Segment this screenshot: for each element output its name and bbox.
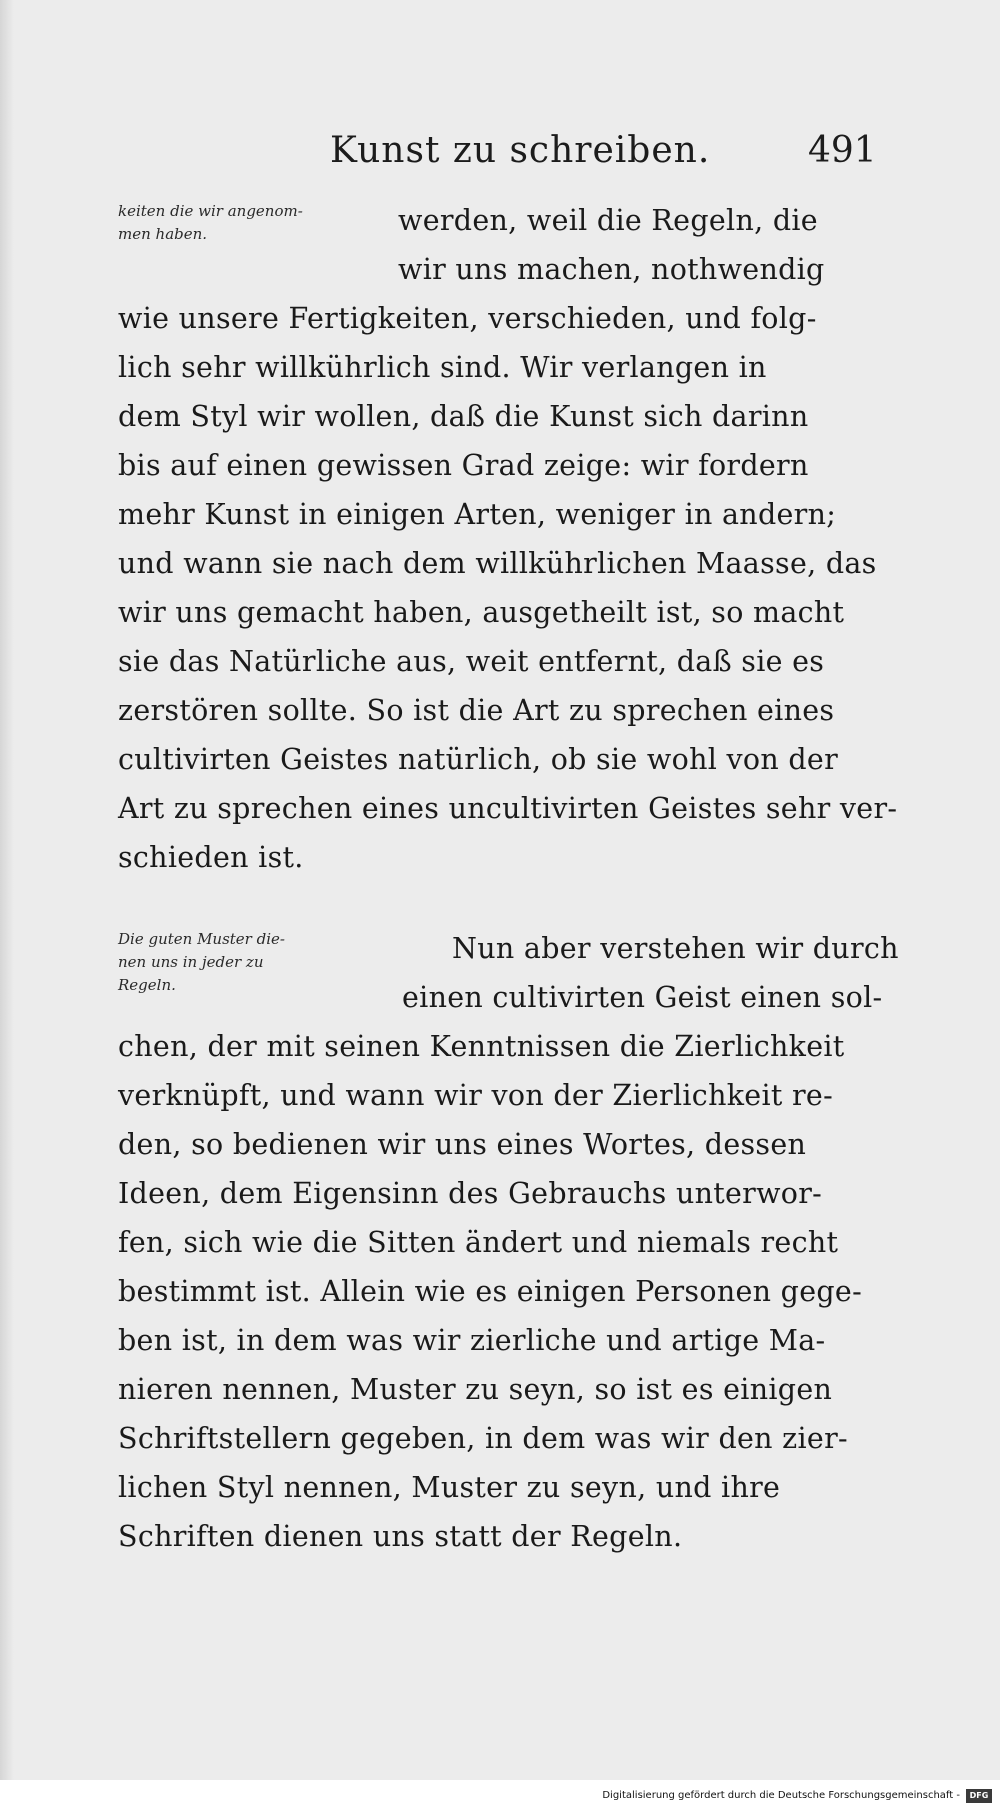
text-line: Nun aber verstehen wir durch: [452, 932, 899, 965]
text-line: schieden ist.: [118, 841, 304, 874]
page-number: 491: [808, 130, 877, 171]
text-line: Schriften dienen uns statt der Regeln.: [118, 1520, 683, 1553]
marginal-note: [118, 200, 378, 246]
text-line: zerstören sollte. So ist die Art zu sprechen eines: [118, 694, 835, 727]
text-line: lich sehr willkührlich sind. Wir verlangen in: [118, 351, 767, 384]
text-line: bestimmt ist. Allein wie es einigen Personen gege-: [118, 1275, 863, 1308]
text-line: einen cultivirten Geist einen sol-: [402, 981, 883, 1014]
text-line: und wann sie nach dem willkührlichen Maasse, das: [118, 547, 877, 580]
marginal-note-line: Regeln.: [118, 976, 176, 994]
dfg-logo: DFG: [966, 1789, 992, 1803]
text-line: mehr Kunst in einigen Arten, weniger in andern;: [118, 498, 837, 531]
text-line: bis auf einen gewissen Grad zeige: wir fordern: [118, 449, 809, 482]
text-line: verknüpft, und wann wir von der Zierlichkeit re-: [118, 1079, 834, 1112]
page-edge-shadow: [0, 0, 14, 1780]
text-line: sie das Natürliche aus, weit entfernt, daß sie es: [118, 645, 825, 678]
text-line: dem Styl wir wollen, daß die Kunst sich darinn: [118, 400, 809, 433]
text-line: cultivirten Geistes natürlich, ob sie wohl von der: [118, 743, 839, 776]
marginal-note-line: Die guten Muster die-: [118, 930, 285, 948]
funding-credit: Digitalisierung gefördert durch die Deutsche Forschungsgemeinschaft -: [602, 1790, 960, 1801]
text-line: chen, der mit seinen Kenntnissen die Zierlichkeit: [118, 1030, 845, 1063]
text-line: wir uns machen, nothwendig: [398, 253, 825, 286]
text-line: den, so bedienen wir uns eines Wortes, dessen: [118, 1128, 807, 1161]
marginal-note: [118, 928, 388, 997]
text-line: werden, weil die Regeln, die: [398, 204, 818, 237]
marginal-note-line: men haben.: [118, 225, 208, 243]
text-line: Ideen, dem Eigensinn des Gebrauchs unterwor-: [118, 1177, 823, 1210]
text-line: wie unsere Fertigkeiten, verschieden, und folg-: [118, 302, 817, 335]
text-line: lichen Styl nennen, Muster zu seyn, und ihre: [118, 1471, 781, 1504]
text-line: fen, sich wie die Sitten ändert und niemals recht: [118, 1226, 839, 1259]
text-line: nieren nennen, Muster zu seyn, so ist es einigen: [118, 1373, 833, 1406]
marginal-note-line: nen uns in jeder zu: [118, 953, 264, 971]
running-title: Kunst zu schreiben.: [330, 130, 711, 171]
text-line: ben ist, in dem was wir zierliche und artige Ma-: [118, 1324, 826, 1357]
digitization-footer: [0, 1780, 1000, 1811]
text-line: Schriftstellern gegeben, in dem was wir den zier-: [118, 1422, 848, 1455]
marginal-note-line: keiten die wir angenom-: [118, 202, 303, 220]
text-line: Art zu sprechen eines uncultivirten Geistes sehr ver-: [118, 792, 898, 825]
text-line: wir uns gemacht haben, ausgetheilt ist, so macht: [118, 596, 845, 629]
page-header: [0, 130, 1000, 180]
